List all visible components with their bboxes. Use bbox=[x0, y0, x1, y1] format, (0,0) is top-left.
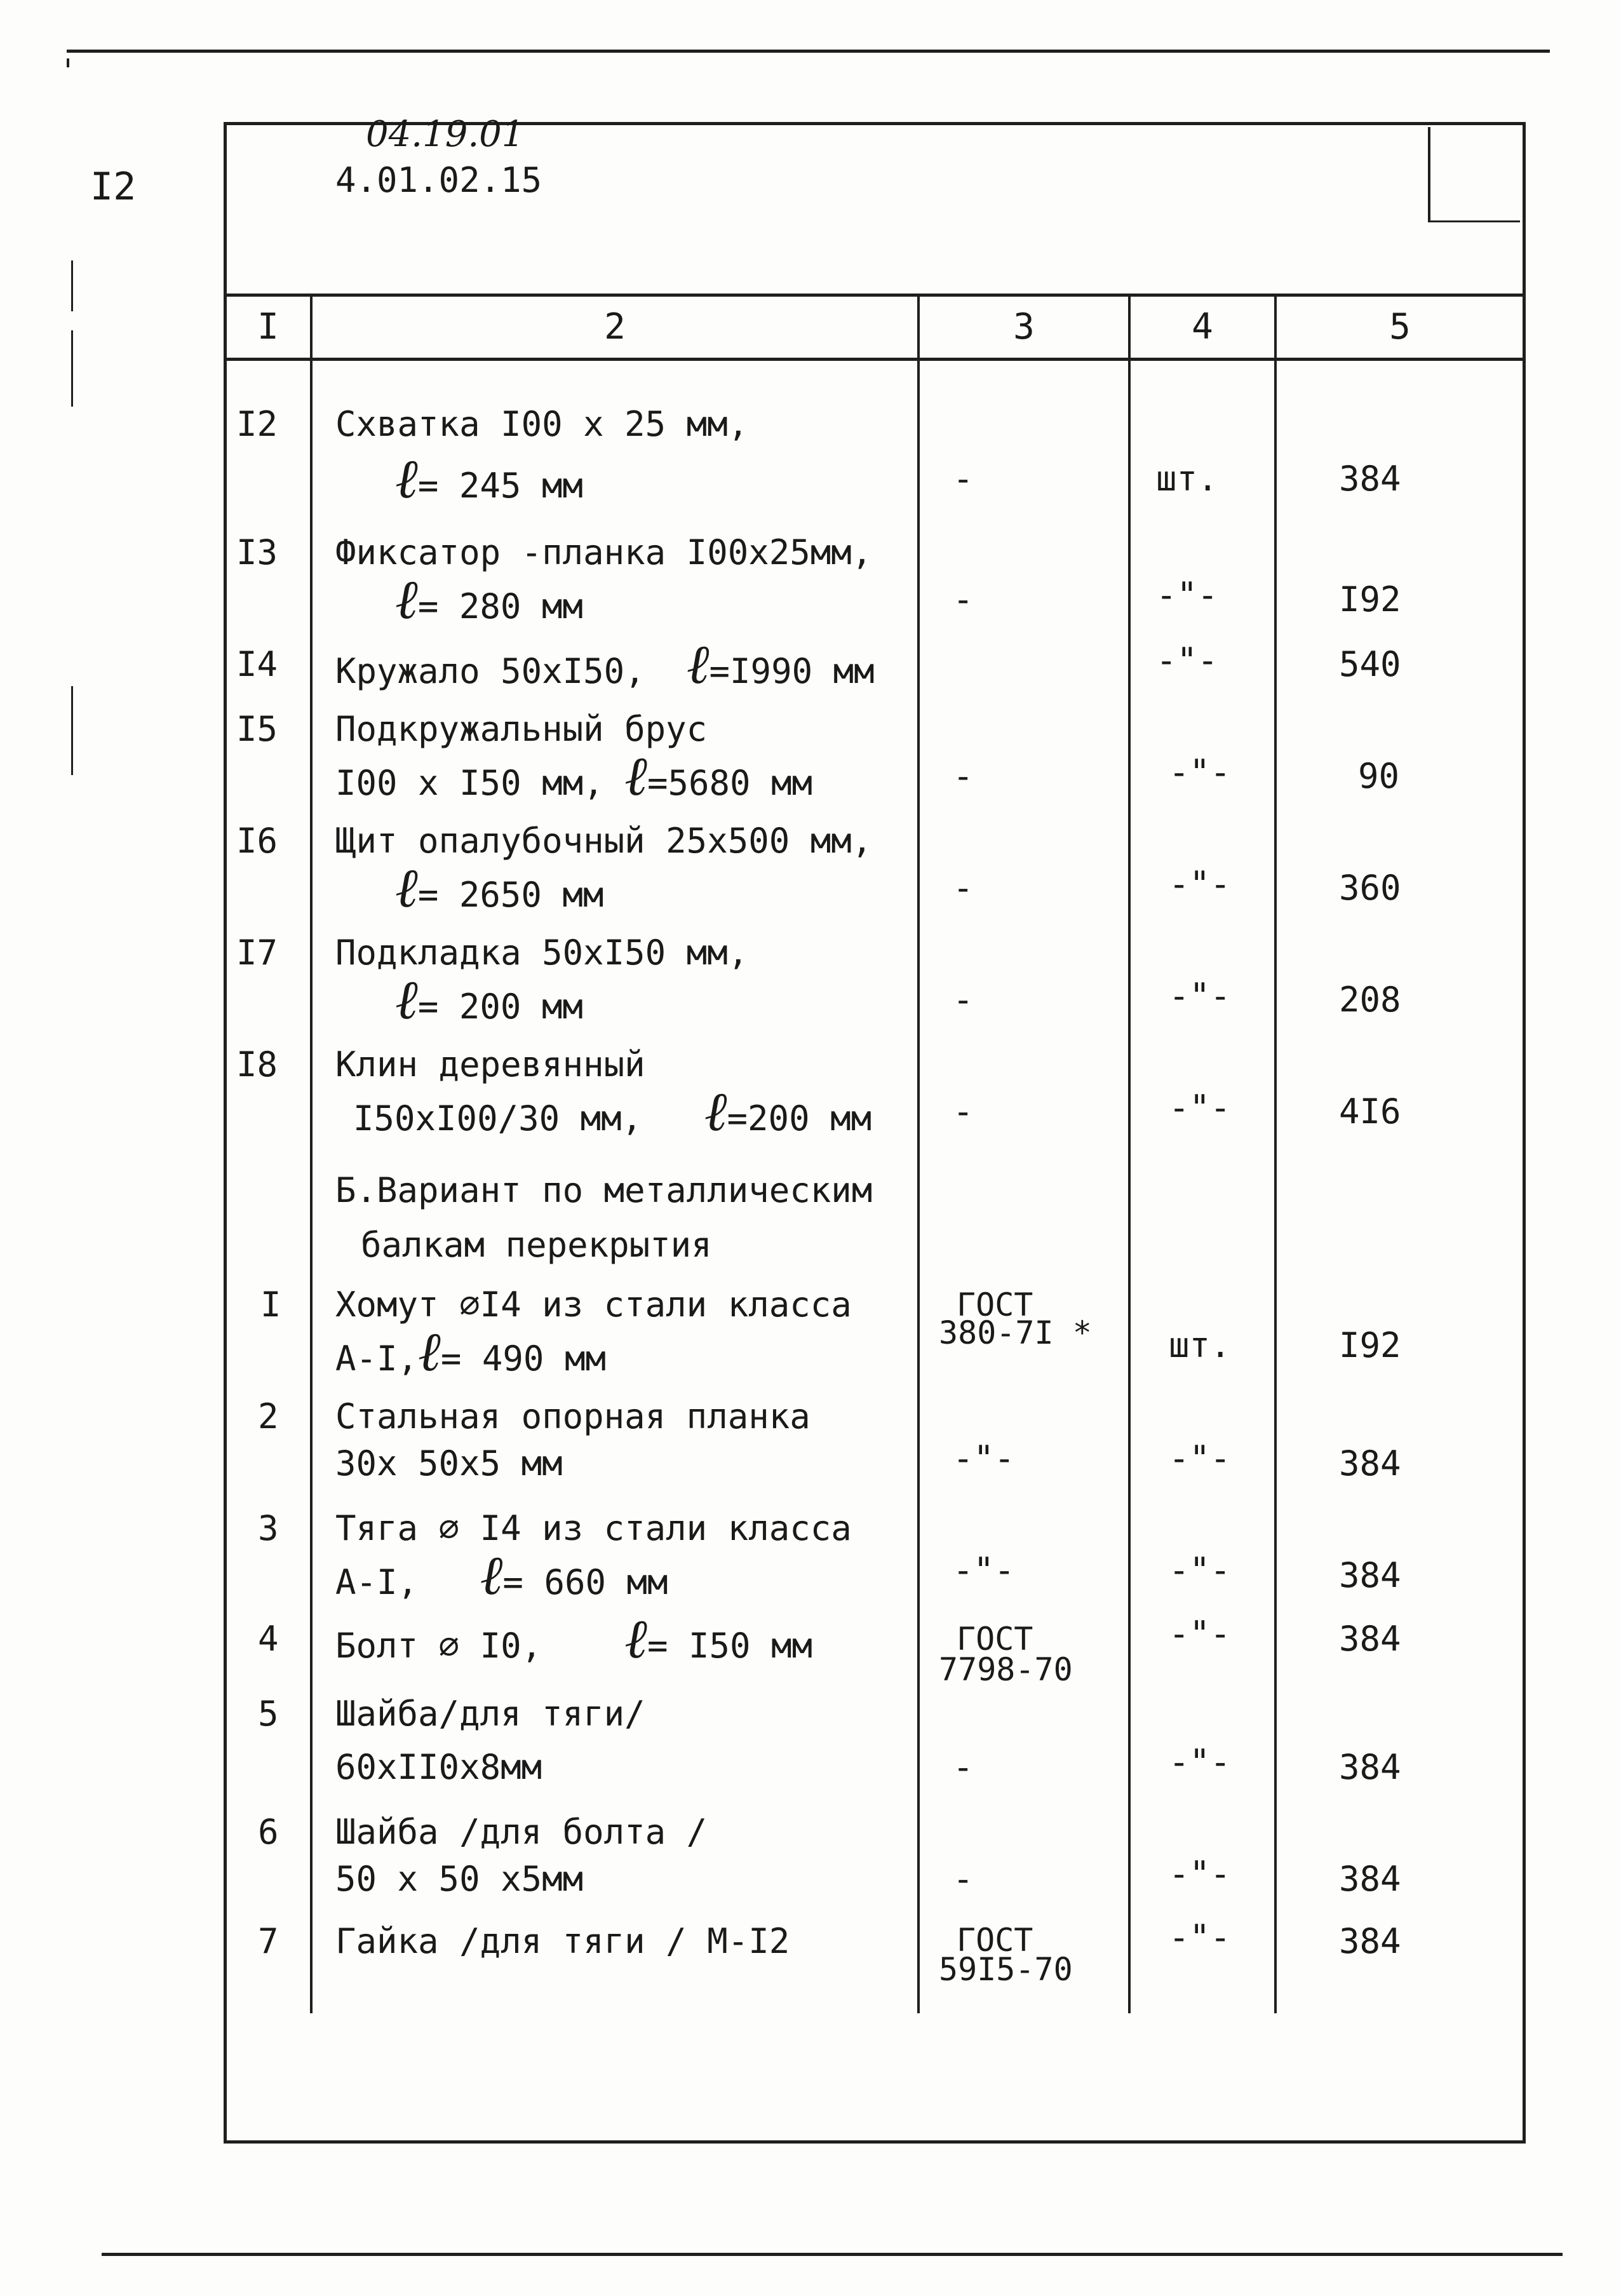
col-header-5: 5 bbox=[1389, 306, 1411, 348]
row-col3-line1: ГОСТ bbox=[957, 1286, 1033, 1323]
row-col3-line2: 7798-70 bbox=[939, 1651, 1073, 1688]
row-number: 3 bbox=[258, 1508, 279, 1548]
top-rule bbox=[67, 50, 1550, 53]
row-number: 2 bbox=[258, 1396, 279, 1436]
row-col5: I92 bbox=[1339, 579, 1401, 619]
ell-symbol: ℓ bbox=[418, 1320, 441, 1384]
row-col3-line1: ГОСТ bbox=[957, 1922, 1033, 1959]
row-col5: 360 bbox=[1339, 868, 1401, 908]
row-number: I4 bbox=[236, 644, 278, 684]
row-col4: -"- bbox=[1169, 1438, 1231, 1478]
row-col5: I92 bbox=[1339, 1325, 1401, 1365]
row-desc-line2: А-I,ℓ= 490 мм bbox=[335, 1320, 606, 1384]
row-col4: -"- bbox=[1169, 1614, 1231, 1654]
row-col3: - bbox=[953, 980, 974, 1020]
ell-symbol: ℓ bbox=[704, 1080, 727, 1144]
row-col5: 208 bbox=[1339, 980, 1401, 1020]
col-line-4 bbox=[1274, 295, 1277, 2013]
row-desc-line1: Хомут ∅I4 из стали класса bbox=[335, 1285, 852, 1325]
row-col3: - bbox=[953, 1859, 974, 1899]
row-col4: -"- bbox=[1156, 575, 1218, 615]
row-col4: -"- bbox=[1169, 976, 1231, 1016]
row-col5: 384 bbox=[1339, 1859, 1401, 1899]
row-number: I5 bbox=[236, 709, 278, 749]
row-number: 5 bbox=[258, 1694, 279, 1734]
row-col4: -"- bbox=[1169, 1917, 1231, 1957]
row-col5: 90 bbox=[1358, 756, 1400, 796]
row-desc-line1: Клин деревянный bbox=[335, 1044, 645, 1084]
row-col3: -"- bbox=[953, 1550, 1015, 1590]
row-col5: 384 bbox=[1339, 1619, 1401, 1659]
header-bottom-line bbox=[226, 358, 1523, 361]
row-desc-line2: ℓ= 200 мм bbox=[395, 968, 583, 1032]
col-header-3: 3 bbox=[1013, 306, 1035, 348]
row-desc-line1: Болт ∅ I0, ℓ= I50 мм bbox=[335, 1607, 813, 1671]
row-desc-line2: 60xII0x8мм bbox=[335, 1747, 542, 1787]
row-col4: -"- bbox=[1169, 1550, 1231, 1590]
stamp-box bbox=[1428, 127, 1520, 222]
row-col4: -"- bbox=[1169, 1742, 1231, 1782]
col-header-2: 2 bbox=[604, 306, 626, 348]
row-col3-line2: 59I5-70 bbox=[939, 1951, 1073, 1988]
row-col5: 384 bbox=[1339, 459, 1401, 499]
row-desc-line1: Фиксатор -планка I00x25мм, bbox=[335, 532, 873, 572]
row-col3: - bbox=[953, 868, 974, 908]
row-number: I bbox=[260, 1285, 281, 1325]
row-col3-line1: ГОСТ bbox=[957, 1621, 1033, 1658]
row-col4: шт. bbox=[1156, 459, 1218, 499]
document-code: 4.01.02.15 bbox=[335, 160, 542, 200]
row-desc-line1: Щит опалубочный 25x500 мм, bbox=[335, 821, 873, 861]
ell-symbol: ℓ bbox=[395, 856, 418, 920]
row-desc-line2: А-I, ℓ= 660 мм bbox=[335, 1544, 668, 1607]
row-col3: -"- bbox=[953, 1438, 1015, 1478]
row-desc-line2: I00 х I50 мм, ℓ=5680 мм bbox=[335, 745, 813, 808]
row-desc-line1: Тяга ∅ I4 из стали класса bbox=[335, 1508, 852, 1548]
page-number: I2 bbox=[90, 165, 137, 209]
section-heading-line2: балкам перекрытия bbox=[361, 1225, 712, 1265]
row-col5: 384 bbox=[1339, 1747, 1401, 1787]
ell-symbol: ℓ bbox=[480, 1544, 503, 1607]
row-desc-line1: Стальная опорная планка bbox=[335, 1396, 810, 1436]
row-col4: шт. bbox=[1169, 1325, 1231, 1365]
ell-symbol: ℓ bbox=[395, 968, 418, 1032]
row-number: I7 bbox=[236, 933, 278, 973]
col-header-4: 4 bbox=[1192, 306, 1213, 348]
row-col4: -"- bbox=[1169, 1088, 1231, 1128]
row-desc-line2: 30х 50х5 мм bbox=[335, 1443, 563, 1483]
row-col3: - bbox=[953, 756, 974, 796]
row-col5: 4I6 bbox=[1339, 1091, 1401, 1131]
row-col5: 384 bbox=[1339, 1555, 1401, 1595]
row-number: I6 bbox=[236, 821, 278, 861]
margin-mark bbox=[71, 260, 73, 311]
row-desc-line1: Кружало 50xI50, ℓ=I990 мм bbox=[335, 633, 875, 696]
row-col3: - bbox=[953, 1091, 974, 1131]
row-col4: -"- bbox=[1169, 752, 1231, 792]
ell-symbol: ℓ bbox=[624, 745, 647, 808]
row-col3: - bbox=[953, 459, 974, 499]
row-col4: -"- bbox=[1169, 864, 1231, 904]
row-col3-line2: 380-7I * bbox=[939, 1314, 1092, 1351]
bottom-rule bbox=[102, 2253, 1563, 2256]
row-desc-line1: Подкружальный брус bbox=[335, 709, 708, 749]
row-desc-line1: Шайба/для тяги/ bbox=[335, 1694, 645, 1734]
row-number: 4 bbox=[258, 1619, 279, 1659]
row-desc-line1: Гайка /для тяги / М-I2 bbox=[335, 1921, 790, 1961]
ell-symbol: ℓ bbox=[395, 447, 418, 511]
top-rule-tick bbox=[67, 58, 69, 67]
row-col3: - bbox=[953, 1747, 974, 1787]
row-number: I2 bbox=[236, 404, 278, 444]
ell-symbol: ℓ bbox=[624, 1607, 647, 1671]
row-col4: -"- bbox=[1169, 1854, 1231, 1894]
row-col4: -"- bbox=[1156, 640, 1218, 680]
row-col5: 540 bbox=[1339, 644, 1401, 684]
row-col5: 384 bbox=[1339, 1443, 1401, 1483]
margin-mark bbox=[71, 686, 73, 775]
header-top-line bbox=[226, 294, 1523, 297]
ell-symbol: ℓ bbox=[395, 568, 418, 631]
row-desc-line1: Шайба /для болта / bbox=[335, 1812, 708, 1852]
row-number: 6 bbox=[258, 1812, 279, 1852]
row-number: 7 bbox=[258, 1921, 279, 1961]
row-desc-line1: Схватка I00 х 25 мм, bbox=[335, 404, 749, 444]
row-desc-line2: 50 х 50 х5мм bbox=[335, 1859, 584, 1899]
section-heading-line1: Б.Вариант по металлическим bbox=[335, 1170, 873, 1210]
row-col3: - bbox=[953, 579, 974, 619]
row-number: I3 bbox=[236, 532, 278, 572]
row-desc-line1: Подкладка 50xI50 мм, bbox=[335, 933, 749, 973]
margin-mark bbox=[71, 330, 73, 407]
col-line-2 bbox=[917, 295, 920, 2013]
col-line-1 bbox=[310, 295, 313, 2013]
row-number: I8 bbox=[236, 1044, 278, 1084]
handwritten-code: 04.19.01 bbox=[366, 114, 525, 155]
row-col5: 384 bbox=[1339, 1921, 1401, 1961]
col-line-3 bbox=[1128, 295, 1131, 2013]
row-desc-line2: I50xI00/30 мм, ℓ=200 мм bbox=[353, 1080, 872, 1144]
row-desc-line2: ℓ= 245 мм bbox=[395, 447, 583, 511]
row-desc-line2: ℓ= 2650 мм bbox=[395, 856, 604, 920]
ell-symbol: ℓ bbox=[686, 633, 710, 696]
row-desc-line2: ℓ= 280 мм bbox=[395, 568, 583, 631]
col-header-1: I bbox=[257, 306, 279, 348]
